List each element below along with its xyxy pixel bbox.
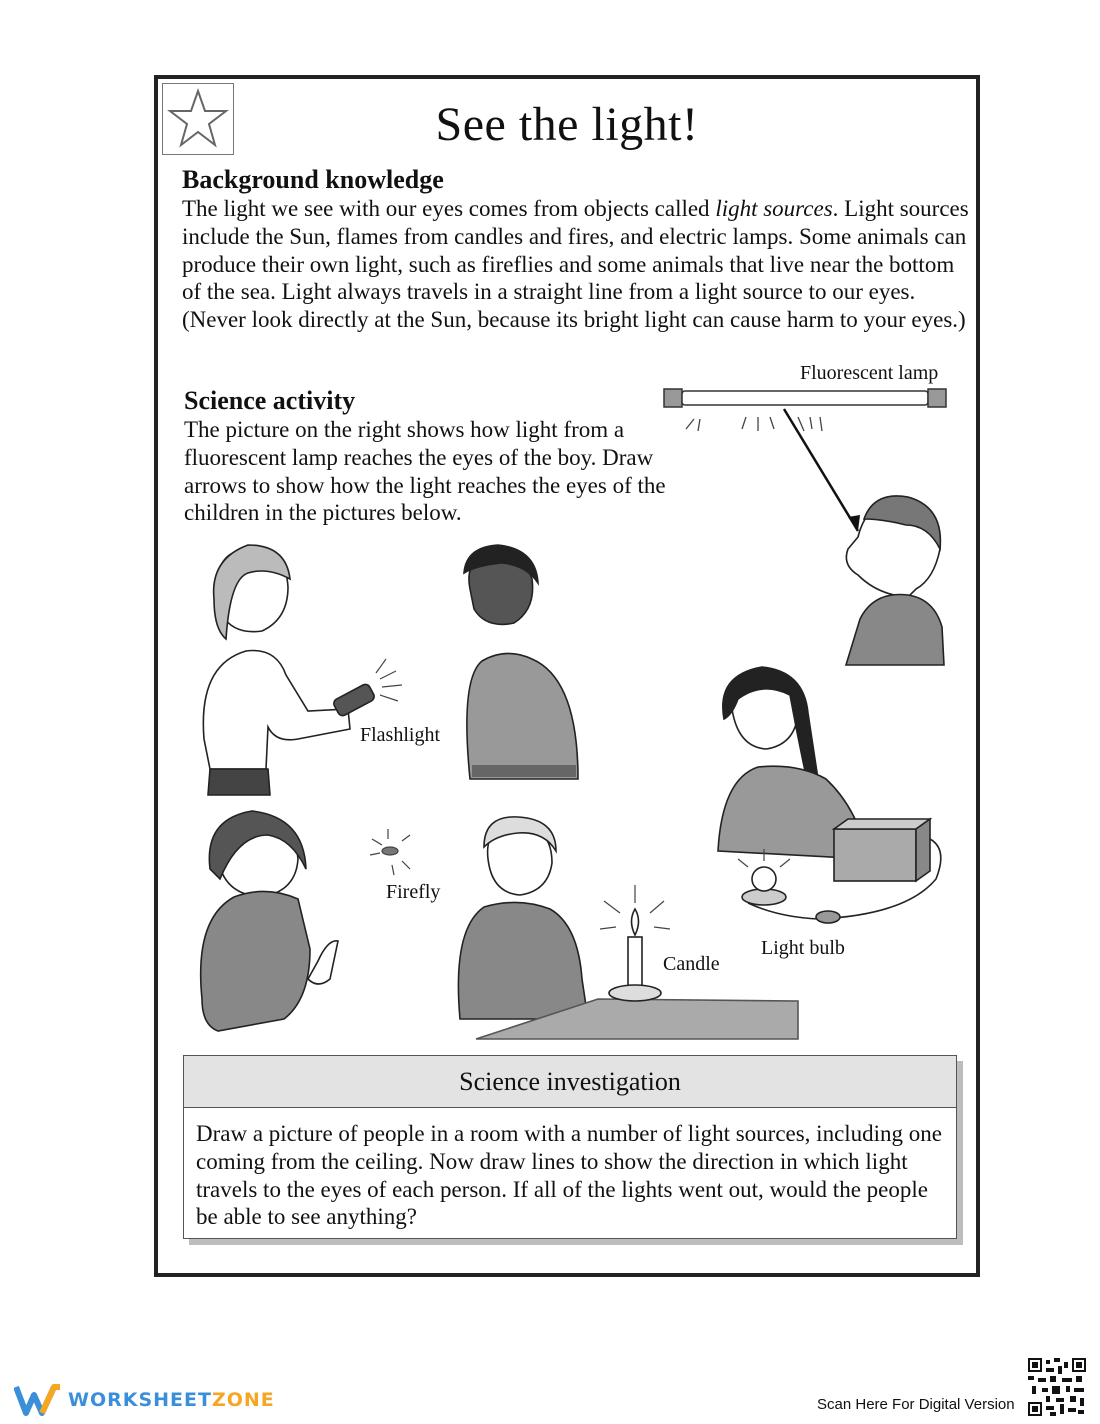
label-flashlight: Flashlight [360,724,441,746]
investigation-heading: Science investigation [184,1056,956,1108]
qr-code-icon[interactable] [1028,1358,1086,1416]
firefly-illustration [370,829,410,875]
label-candle: Candle [663,953,720,975]
label-firefly: Firefly [386,881,441,903]
brand-name: WORKSHEETZONE [68,1389,275,1411]
background-text: The light we see with our eyes comes from objects called light sources. Light sources include the Sun, flames from candles and fires, and electric lamps. Some animals can produce their own light, such as fireflies and some animals that live near the bottom of the sea. Light always travels in a straight line from a light source to our eyes. (Never look directly at the Sun, because its bright light can cause harm to your eyes.) [182,196,969,333]
worksheet-frame [154,75,980,1277]
science-investigation-box [183,1055,957,1239]
label-fluorescent-lamp: Fluorescent lamp [800,362,939,384]
girl-with-light-bulb-illustration [718,667,941,923]
background-heading: Background knowledge [182,165,444,194]
activity-text: The picture on the right shows how light from a fluorescent lamp reaches the eyes of the boy. Draw arrows to show how the light reaches the eyes of the children in the pictures below. [184,417,666,526]
activity-heading: Science activity [184,386,356,415]
fluorescent-lamp-illustration [664,389,946,531]
scan-text: Scan Here For Digital Version [817,1396,1015,1413]
boy-standing-illustration [464,545,578,779]
w-logo-icon [14,1383,62,1417]
girl-with-flashlight-illustration [203,545,402,795]
investigation-text: Draw a picture of people in a room with a number of light sources, including one coming from the ceiling. Now draw lines to show the direction in which light travels to the eyes of each person. If all of the lights went out, would the people be able to see anything? [196,1121,943,1230]
label-light-bulb: Light bulb [761,937,845,959]
girl-pointing-illustration [201,811,338,1031]
worksheetzone-logo[interactable] [14,1383,275,1417]
page-title: See the light! [435,98,699,151]
boy-looking-up-illustration [846,496,944,665]
boy-with-candle-illustration [458,817,798,1039]
light-sources-term: light sources [715,196,833,221]
